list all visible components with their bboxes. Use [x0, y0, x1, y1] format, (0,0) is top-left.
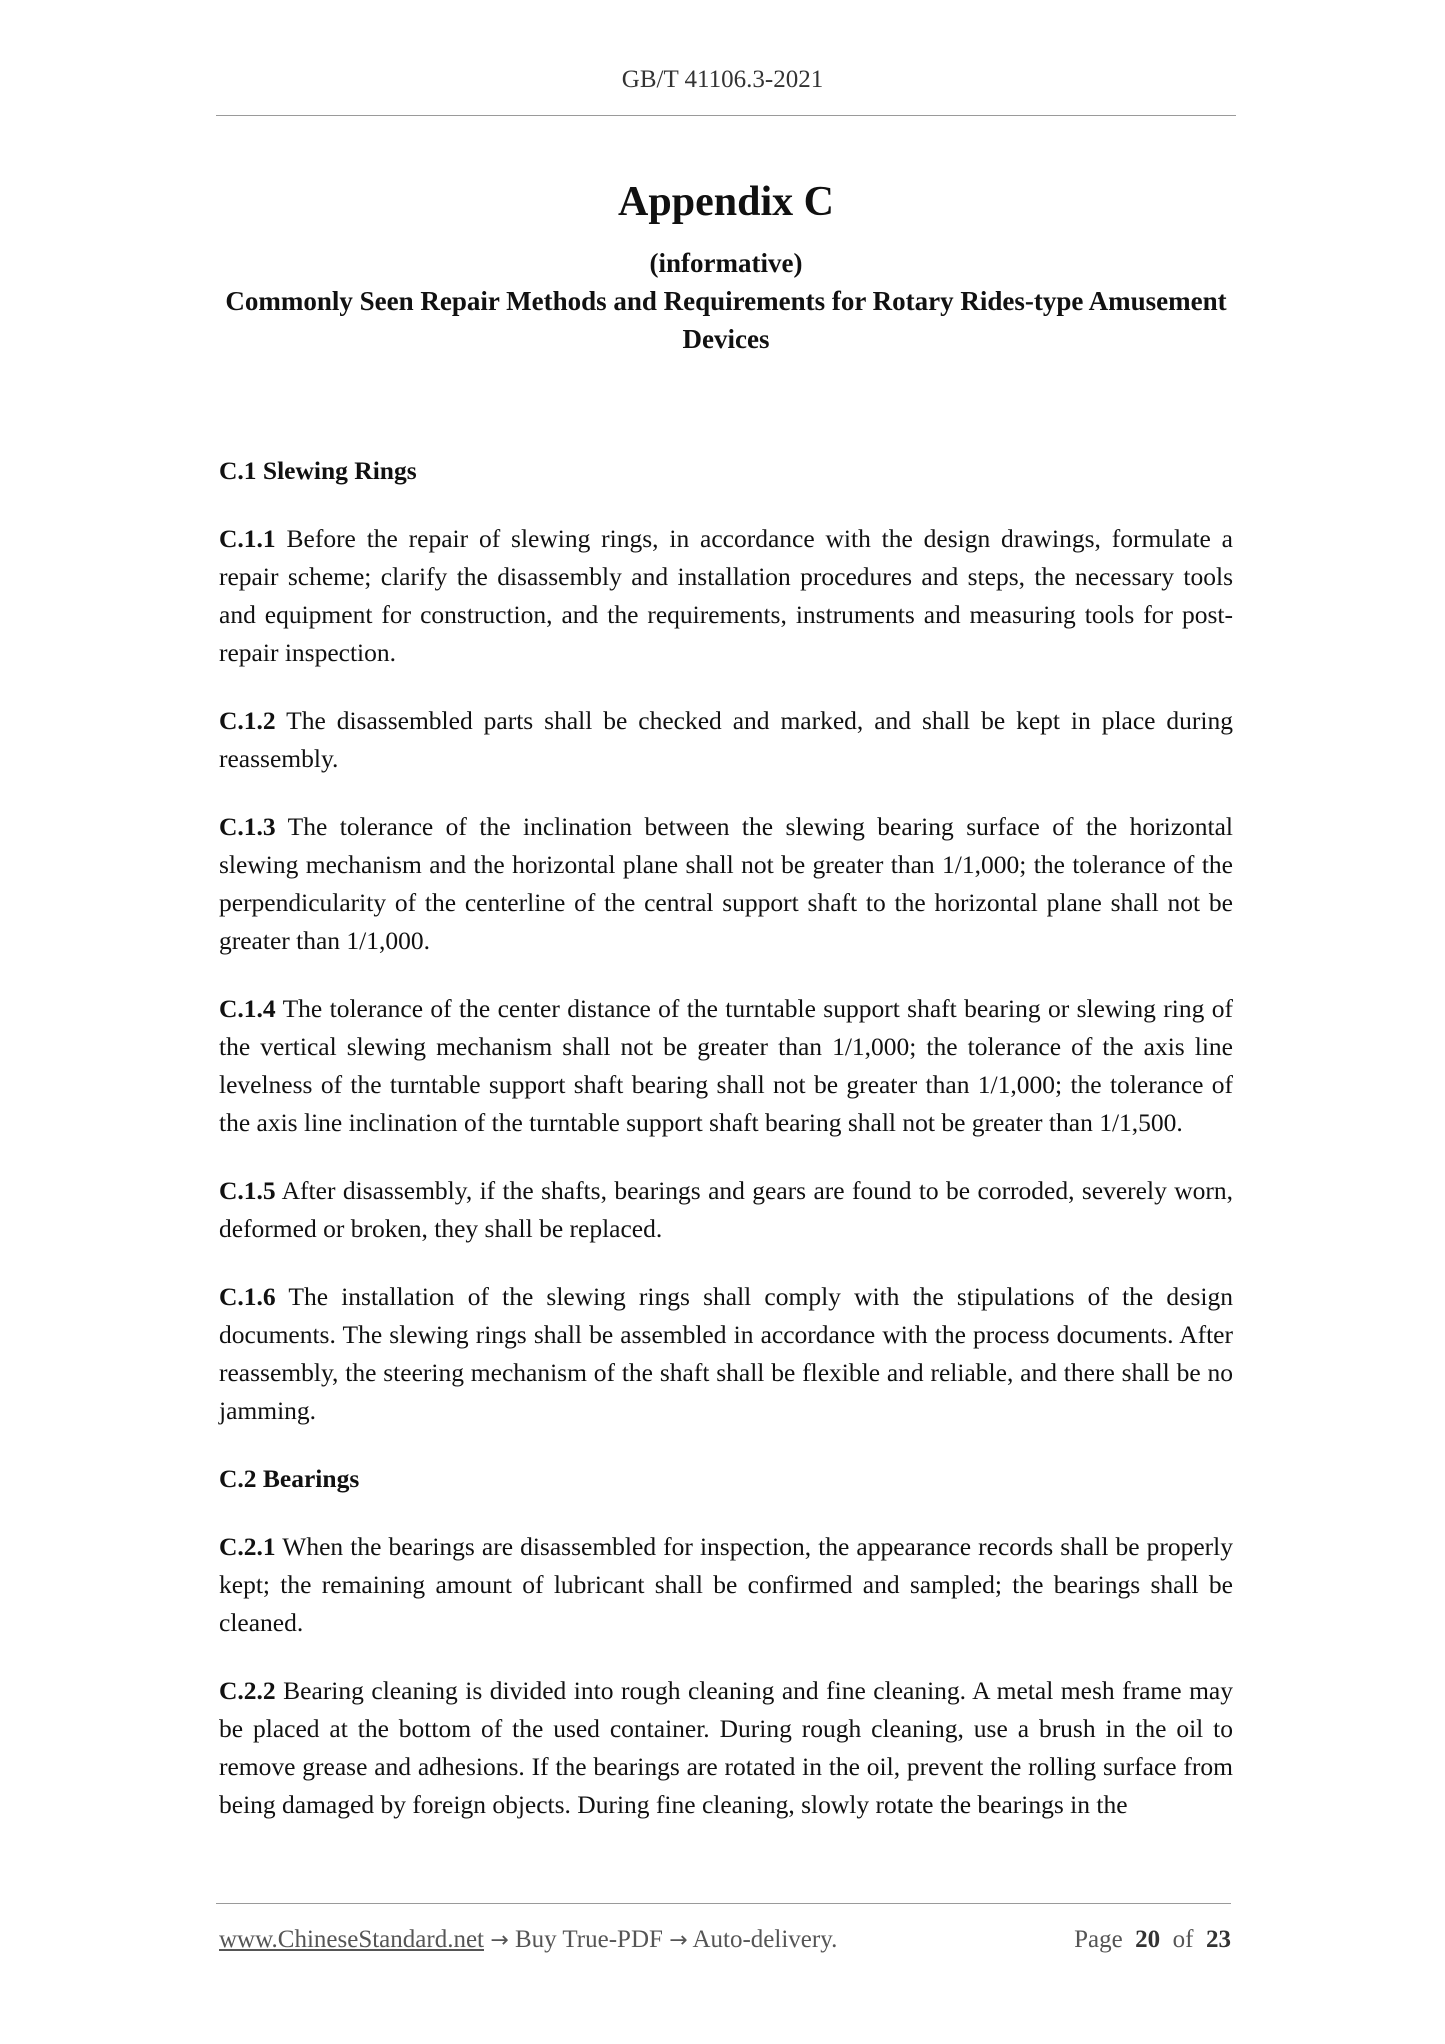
- site-link[interactable]: www.ChineseStandard.net: [219, 1926, 484, 1953]
- clause-text: After disassembly, if the shafts, bearings and gears are found to be corroded, severely worn, deformed or broken, they shall be replaced.: [219, 1176, 1233, 1243]
- clause-number: C.1.5: [219, 1176, 276, 1205]
- clause-c-1-3: [219, 808, 1233, 960]
- delivery-text: Auto-delivery.: [692, 1926, 838, 1953]
- appendix-subtitle: (informative): [649, 248, 803, 278]
- buy-text: Buy True-PDF: [514, 1926, 663, 1953]
- clause-c-1-4: [219, 990, 1233, 1142]
- clause-text: Bearing cleaning is divided into rough cleaning and fine cleaning. A metal mesh frame may be placed at the bottom of the used container. During rough cleaning, use a brush in the oil to remove grease and adhesions. If the bearings are rotated in the oil, prevent the rolling surface from being damaged by foreign objects. During fine cleaning, slowly rotate the bearings in the: [219, 1676, 1233, 1819]
- footer-promo: [219, 1926, 837, 1954]
- page-current: 20: [1135, 1926, 1161, 1953]
- appendix-title: Appendix C: [618, 179, 834, 225]
- clause-c-1-1: [219, 520, 1233, 672]
- clause-text: When the bearings are disassembled for inspection, the appearance records shall be properly kept; the remaining amount of lubricant shall be confirmed and sampled; the bearings shall be cleaned.: [219, 1532, 1233, 1637]
- clause-c-2-1: [219, 1528, 1233, 1642]
- clause-c-1-6: [219, 1278, 1233, 1430]
- clause-number: C.1.3: [219, 812, 276, 841]
- footer-divider: [216, 1903, 1231, 1904]
- arrow-right-icon: →: [490, 1928, 509, 1953]
- clause-text: The tolerance of the inclination between the slewing bearing surface of the horizontal slewing mechanism and the horizontal plane shall not be greater than 1/1,000; the tolerance of the perpendicularity of the centerline of the central support shaft to the horizontal plane shall not be greater than 1/1,000.: [219, 812, 1233, 955]
- page-number: [1074, 1926, 1231, 1954]
- clause-number: C.2.1: [219, 1532, 276, 1561]
- clause-number: C.1.2: [219, 706, 276, 735]
- section-heading-c2: C.2 Bearings: [219, 1464, 360, 1493]
- page-of: of: [1172, 1926, 1194, 1953]
- clause-text: The disassembled parts shall be checked and marked, and shall be kept in place during reassembly.: [219, 706, 1233, 773]
- clause-number: C.1.4: [219, 994, 276, 1023]
- section-heading-c1: C.1 Slewing Rings: [219, 456, 417, 485]
- appendix-title-block: [216, 172, 1236, 358]
- page-total: 23: [1206, 1926, 1231, 1953]
- header-standard-code: GB/T 41106.3-2021: [621, 66, 824, 93]
- header-divider: [216, 115, 1236, 116]
- page-label: Page: [1074, 1926, 1123, 1953]
- clause-c-2-2: [219, 1672, 1233, 1824]
- clause-text: The tolerance of the center distance of the turntable support shaft bearing or slewing ring of the vertical slewing mechanism shall not be greater than 1/1,000; the tolerance of the axis line levelness of the turntable support shaft bearing shall not be greater than 1/1,000; the tolerance of the axis line inclination of the turntable support shaft bearing shall not be greater than 1/1,500.: [219, 994, 1233, 1137]
- clause-text: The installation of the slewing rings shall comply with the stipulations of the design documents. The slewing rings shall be assembled in accordance with the process documents. After reassembly, the steering mechanism of the shaft shall be flexible and reliable, and there shall be no jamming.: [219, 1282, 1233, 1425]
- clause-c-1-5: [219, 1172, 1233, 1248]
- clause-c-1-2: [219, 702, 1233, 778]
- appendix-heading-line-2: Devices: [682, 324, 770, 354]
- arrow-right-icon: →: [669, 1928, 688, 1953]
- clause-number: C.2.2: [219, 1676, 276, 1705]
- document-body: [219, 452, 1233, 1854]
- clause-number: C.1.1: [219, 524, 276, 553]
- clause-text: Before the repair of slewing rings, in accordance with the design drawings, formulate a repair scheme; clarify the disassembly and installation procedures and steps, the necessary tools and equipment for construction, and the requirements, instruments and measuring tools for post-repair inspection.: [219, 524, 1233, 667]
- appendix-heading-line-1: Commonly Seen Repair Methods and Requirements for Rotary Rides-type Amusement: [225, 286, 1227, 316]
- clause-number: C.1.6: [219, 1282, 276, 1311]
